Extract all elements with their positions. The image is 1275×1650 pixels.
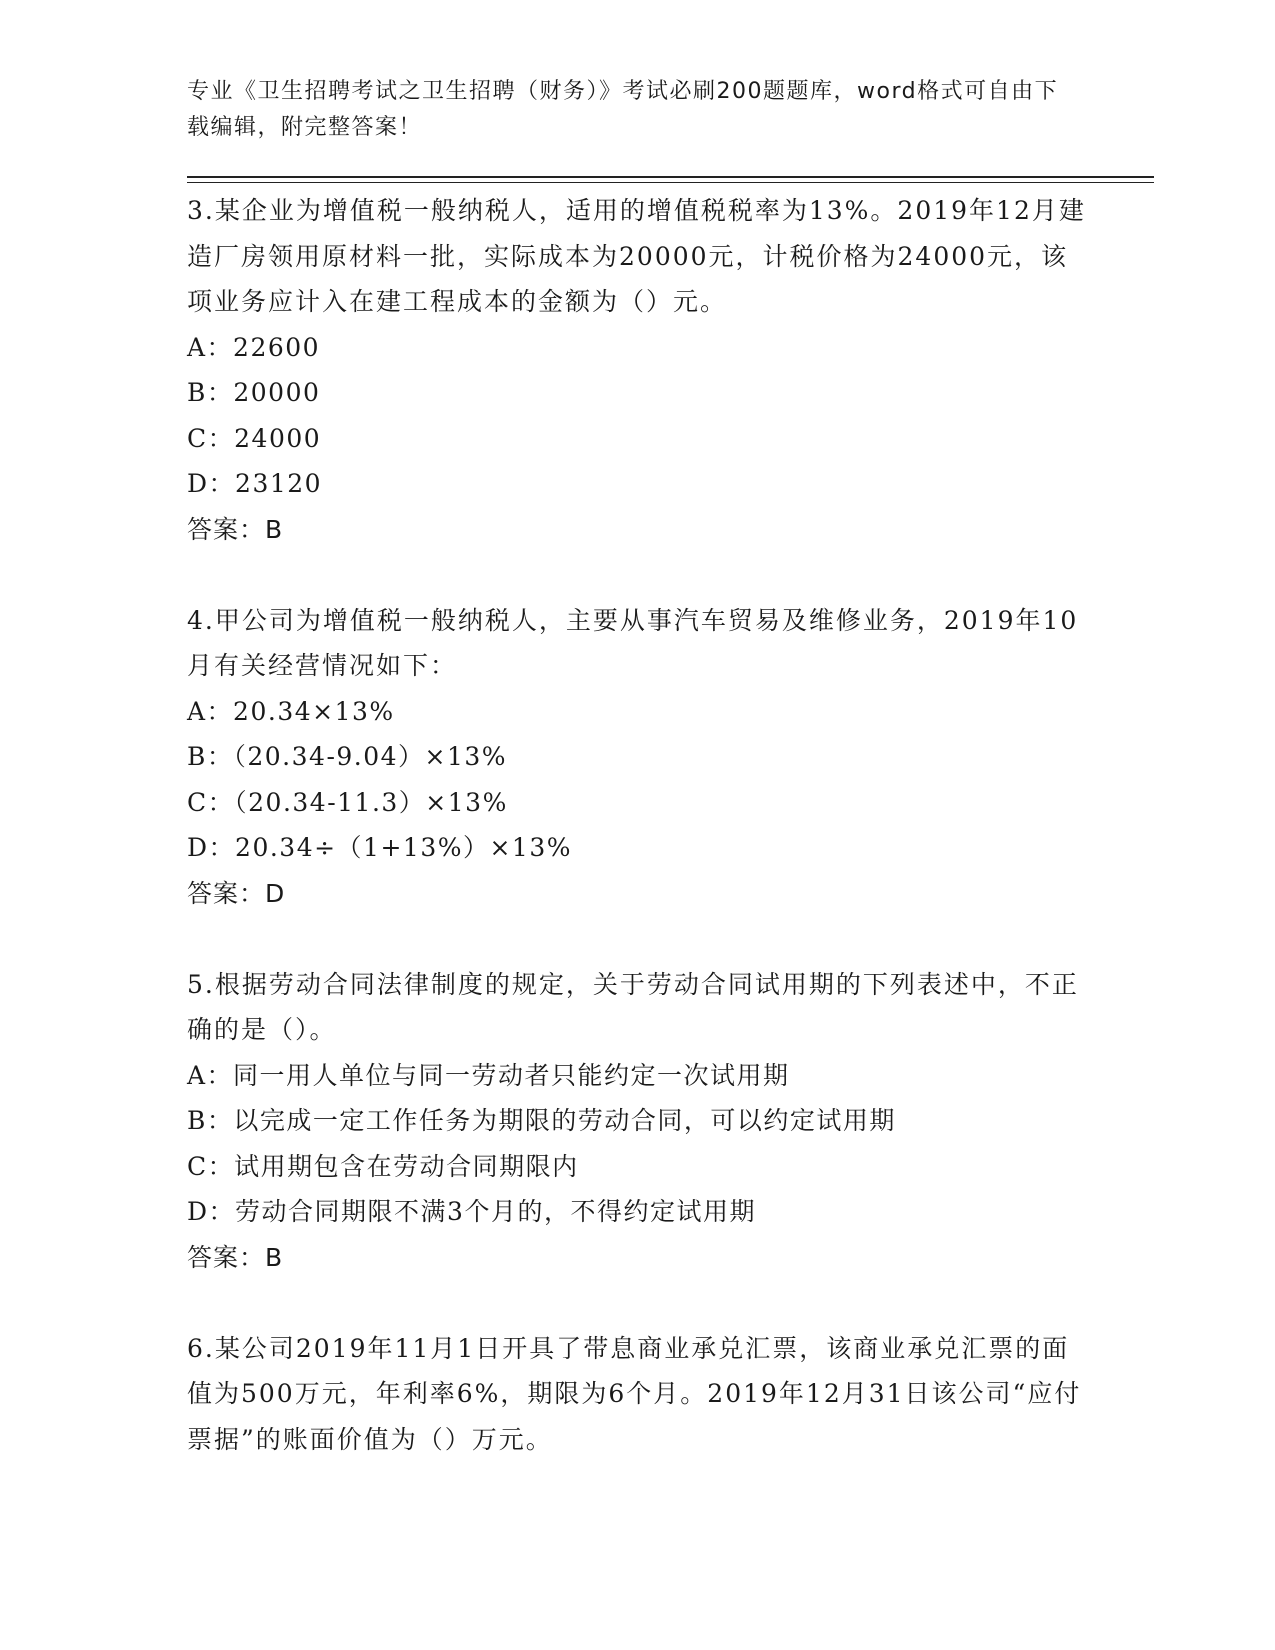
question-spacer (187, 916, 1087, 962)
option-c: C：试用期包含在劳动合同期限内 (187, 1151, 579, 1181)
option-a: A：22600 (187, 332, 321, 362)
question-list (187, 188, 1087, 1462)
header-divider-thin (187, 182, 1154, 183)
option-a: A：20.34×13% (187, 696, 395, 726)
option-b: B：20000 (187, 378, 321, 407)
answer-line: 答案：B (187, 1242, 284, 1272)
document-header: 专业《卫生招聘考试之卫生招聘（财务）》考试必刷200题题库，word格式可自由下载编辑，附完整答案！ (187, 79, 1059, 140)
question-spacer (187, 1280, 1087, 1326)
option-c: C：24000 (187, 423, 322, 453)
option-a: A：同一用人单位与同一劳动者只能约定一次试用期 (187, 1060, 790, 1090)
answer-line: 答案：B (187, 514, 284, 544)
question-6 (187, 1326, 1087, 1463)
question-spacer (187, 552, 1087, 598)
question-stem: 5.根据劳动合同法律制度的规定，关于劳动合同试用期的下列表述中，不正确的是（）。 (187, 969, 1079, 1044)
question-stem: 4.甲公司为增值税一般纳税人，主要从事汽车贸易及维修业务，2019年10月有关经营情况如下： (187, 605, 1079, 680)
header-divider-thick (187, 176, 1154, 178)
option-b: B：（20.34-9.04）×13% (187, 742, 508, 771)
option-d: D：20.34÷（1+13%）×13% (187, 833, 572, 862)
question-3 (187, 188, 1087, 552)
option-d: D：23120 (187, 469, 323, 498)
question-stem: 3.某企业为增值税一般纳税人，适用的增值税税率为13%。2019年12月建造厂房领用原材料一批，实际成本为20000元，计税价格为24000元，该项业务应计入在建工程成本的金额为（）元。 (187, 196, 1086, 316)
answer-line: 答案：D (187, 878, 286, 908)
option-c: C：（20.34-11.3）×13% (187, 787, 508, 817)
question-stem: 6.某公司2019年11月1日开具了带息商业承兑汇票，该商业承兑汇票的面值为500万元，年利率6%，期限为6个月。2019年12月31日该公司“应付票据”的账面价值为（）万元。 (187, 1333, 1082, 1454)
option-d: D：劳动合同期限不满3个月的，不得约定试用期 (187, 1197, 756, 1226)
question-4 (187, 598, 1087, 917)
option-b: B：以完成一定工作任务为期限的劳动合同，可以约定试用期 (187, 1106, 896, 1135)
question-5 (187, 962, 1087, 1281)
